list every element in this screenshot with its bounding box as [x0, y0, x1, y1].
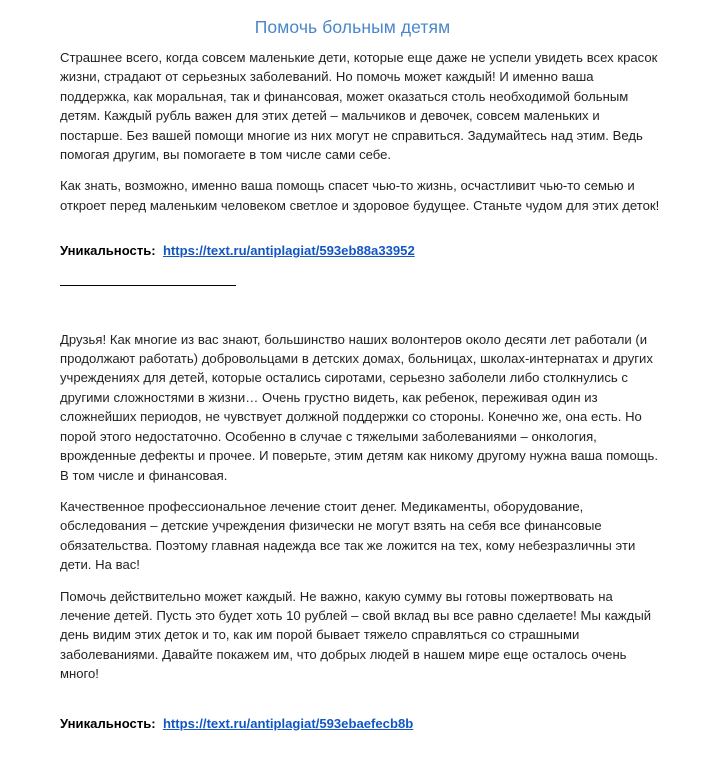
section-two-body [0, 330, 705, 684]
uniqueness-link[interactable]: https://text.ru/antiplagiat/593ebaefecb8b [162, 715, 414, 731]
spacer [0, 684, 705, 714]
spacer [0, 261, 705, 285]
uniqueness-label: Уникальность: [60, 715, 156, 731]
page-title: Помочь больным детям [254, 17, 451, 37]
spacer [0, 215, 705, 241]
section-one-body [0, 48, 705, 215]
paragraph: Качественное профессиональное лечение стоит денег. Медикаменты, оборудование, обследования – детские учреждения физически не могут взять на себя все финансовые обязательства. Поэтому главная надежда все так же ложится на тех, кому небезразличны эти дети. На вас! [60, 498, 636, 573]
paragraph: Как знать, возможно, именно ваша помощь спасет чью-то жизнь, осчастливит чью-то семью и откроет перед маленьким человеком светлое и здоровое будущее. Станьте чудом для этих деток! [60, 178, 660, 213]
uniqueness-line-two [0, 714, 705, 733]
uniqueness-line-one [0, 241, 705, 260]
paragraph: Друзья! Как многие из вас знают, большинство наших волонтеров около десяти лет работали (и продолжают работать) добровольцами в детских домах, больницах, школах-интернатах и других учреждениях для детей, которые остались сиротами, серьезно заболели либо столкнулись с другими сложностями в жизни… Очень грустно видеть, как ребенок, переживая один из сложнейших периодов, не чувствует должной поддержки со стороны. Конечно же, она есть. Но порой этого недостаточно. Особенно в случае с тяжелыми заболеваниями – онкология, врожденные дефекты и прочее. И поверьте, этим детям как никому другому нужна ваша помощь. В том числе и финансовая. [60, 331, 658, 483]
paragraph: Страшнее всего, когда совсем маленькие дети, которые еще даже не успели увидеть всех красок жизни, страдают от серьезных заболеваний. Но помочь может каждый! И именно ваша поддержка, как моральная, так и финансовая, может оказаться столь необходимой больным детям. Каждый рубль важен для этих детей – мальчиков и девочек, совсем маленьких и постарше. Без вашей помощи многие из них могут не справиться. Задумайтесь над этим. Ведь помогая другим, вы помогаете в том числе сами себе. [60, 50, 658, 163]
uniqueness-label: Уникальность: [60, 243, 156, 259]
spacer [0, 286, 705, 330]
uniqueness-link[interactable]: https://text.ru/antiplagiat/593eb88a33952 [162, 243, 415, 259]
paragraph: Помочь действительно может каждый. Не важно, какую сумму вы готовы пожертвовать на лечение детей. Пусть это будет хоть 10 рублей – свой вклад вы все равно сделаете! Мы каждый день видим этих деток и то, как им порой бывает тяжело справляться со страшными заболеваниями. Давайте покажем им, что добрых людей в нашем мире еще осталось очень много! [60, 588, 652, 682]
